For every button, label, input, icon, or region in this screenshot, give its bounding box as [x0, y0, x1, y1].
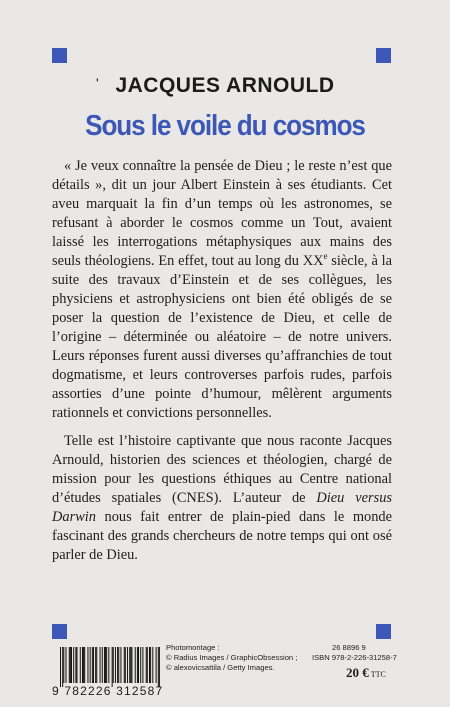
barcode-bar: [100, 647, 101, 683]
barcode-bar: [152, 647, 153, 683]
photo-credits: [166, 643, 297, 673]
barcode-bar: [104, 647, 105, 683]
barcode-bar: [92, 647, 93, 683]
barcode-bar: [70, 647, 71, 683]
paragraph-2-start: En effet, tout au long du: [158, 253, 303, 269]
barcode-bar: [117, 647, 118, 683]
barcode-bar: [149, 647, 150, 683]
barcode-bar: [82, 647, 83, 683]
barcode-bar: [159, 647, 160, 687]
barcode-bar: [93, 647, 94, 683]
barcode-bar: [135, 647, 136, 683]
barcode-bar: [108, 647, 109, 683]
barcode-bar: [80, 647, 81, 683]
book-title: Sous le voile du cosmos: [85, 110, 365, 142]
author-text: JACQUES ARNOULD: [115, 74, 335, 97]
credit-line: © Radius Images / GraphicObsession ;: [166, 653, 298, 662]
paragraph-2-rest: siècle, à la suite des travaux d’Einstein et de ses collègues, les physiciens et astrophysiciens ont bien été obligés de se poser la question de l’existence de Dieu, et celle de l’origine – déterminée ou aléatoire – de notre univers. Leurs réponses furent aussi diverses qu’affranchies de tout dogmatisme, et leurs controverses parfois rudes, parfois assorties d’une pointe d’humour, mêlèrent arguments rationnels et convictions personnelles.: [52, 253, 393, 421]
price-suffix: TTC: [370, 670, 386, 679]
book-reference: Dieu versus Darwin: [52, 490, 392, 525]
barcode-bar: [124, 647, 125, 683]
barcode-bar: [147, 647, 148, 683]
author-name: [0, 74, 450, 98]
barcode-bar: [118, 647, 119, 683]
barcode-bar: [131, 647, 132, 683]
barcode-bar: [113, 647, 114, 683]
paragraph-1-text: « Je veux connaître la pensée de Dieu ; le reste n’est que détails », dit un jour Albert Einstein à ses étudiants. Cet aveu marquait la fin d’un temps où les astronomes, se refusant à aborder le cosmos comme un Tout, avaient laissé les interrogations métaphysiques aux mains des seuls théologiens.: [52, 158, 392, 269]
barcode-bar: [140, 647, 141, 683]
barcode-bar: [150, 647, 151, 683]
decorative-square-bottom-left: [52, 624, 67, 639]
product-code: 26 8896 9: [332, 643, 366, 652]
price: [346, 665, 386, 681]
decorative-tick: ': [96, 75, 100, 91]
blurb: [52, 157, 392, 565]
barcode-bar: [83, 647, 84, 683]
barcode-bar: [156, 647, 157, 683]
decorative-square-top-right: [376, 48, 391, 63]
barcode-bar: [129, 647, 130, 683]
paragraph-3-start: Telle est l’histoire captivante que nous raconte Jacques Arnould, historien des sciences et théologien, chargé de mission pour les questions éthiques au Centre national d’études spatiales (CNES). L’auteur de: [52, 433, 392, 506]
barcode-bar: [158, 647, 159, 687]
barcode-bar: [106, 647, 107, 683]
barcode-bar: [95, 647, 96, 683]
barcode-bar: [138, 647, 139, 683]
barcode-bar: [63, 647, 64, 683]
decorative-square-bottom-right: [376, 624, 391, 639]
barcode-icon: [60, 647, 160, 687]
barcode-bar: [69, 647, 70, 683]
credit-line: © alexovicsattila / Getty Images.: [166, 663, 275, 672]
barcode-bar: [137, 647, 138, 683]
credit-line: Photomontage :: [166, 643, 220, 652]
barcode-bar: [125, 647, 126, 683]
barcode-number: 9 782226 312587: [52, 684, 164, 698]
barcode-bar: [142, 647, 143, 683]
price-value: 20 €: [346, 665, 369, 680]
barcode-bar: [127, 647, 128, 683]
blurb-paragraph-1: [52, 157, 392, 423]
barcode-bar: [87, 647, 88, 683]
barcode-bar: [112, 647, 113, 687]
barcode-bar: [146, 647, 147, 683]
barcode-bar: [102, 647, 103, 683]
barcode-bar: [62, 647, 63, 687]
barcode-bar: [73, 647, 74, 683]
barcode-bar: [84, 647, 85, 683]
barcode-bar: [76, 647, 77, 683]
century-suffix: e: [323, 251, 328, 262]
paragraph-3-rest: nous fait entrer de plain-pied dans le monde fascinant des grands chercheurs de notre temps qui ont osé parler de Dieu.: [52, 509, 392, 563]
barcode-bar: [90, 647, 91, 683]
decorative-square-top-left: [52, 48, 67, 63]
isbn: ISBN 978-2-226-31258-7: [312, 653, 397, 662]
barcode-bar: [120, 647, 121, 683]
barcode-bar: [60, 647, 61, 687]
barcode-bar: [130, 647, 131, 683]
barcode-bar: [96, 647, 97, 683]
barcode-bar: [65, 647, 66, 683]
blurb-paragraph-2: [52, 432, 392, 565]
isbn-block: [312, 643, 397, 663]
barcode-bar: [105, 647, 106, 683]
barcode-bar: [71, 647, 72, 683]
century: XX: [302, 253, 324, 269]
barcode-bar: [115, 647, 116, 683]
barcode-bar: [75, 647, 76, 683]
